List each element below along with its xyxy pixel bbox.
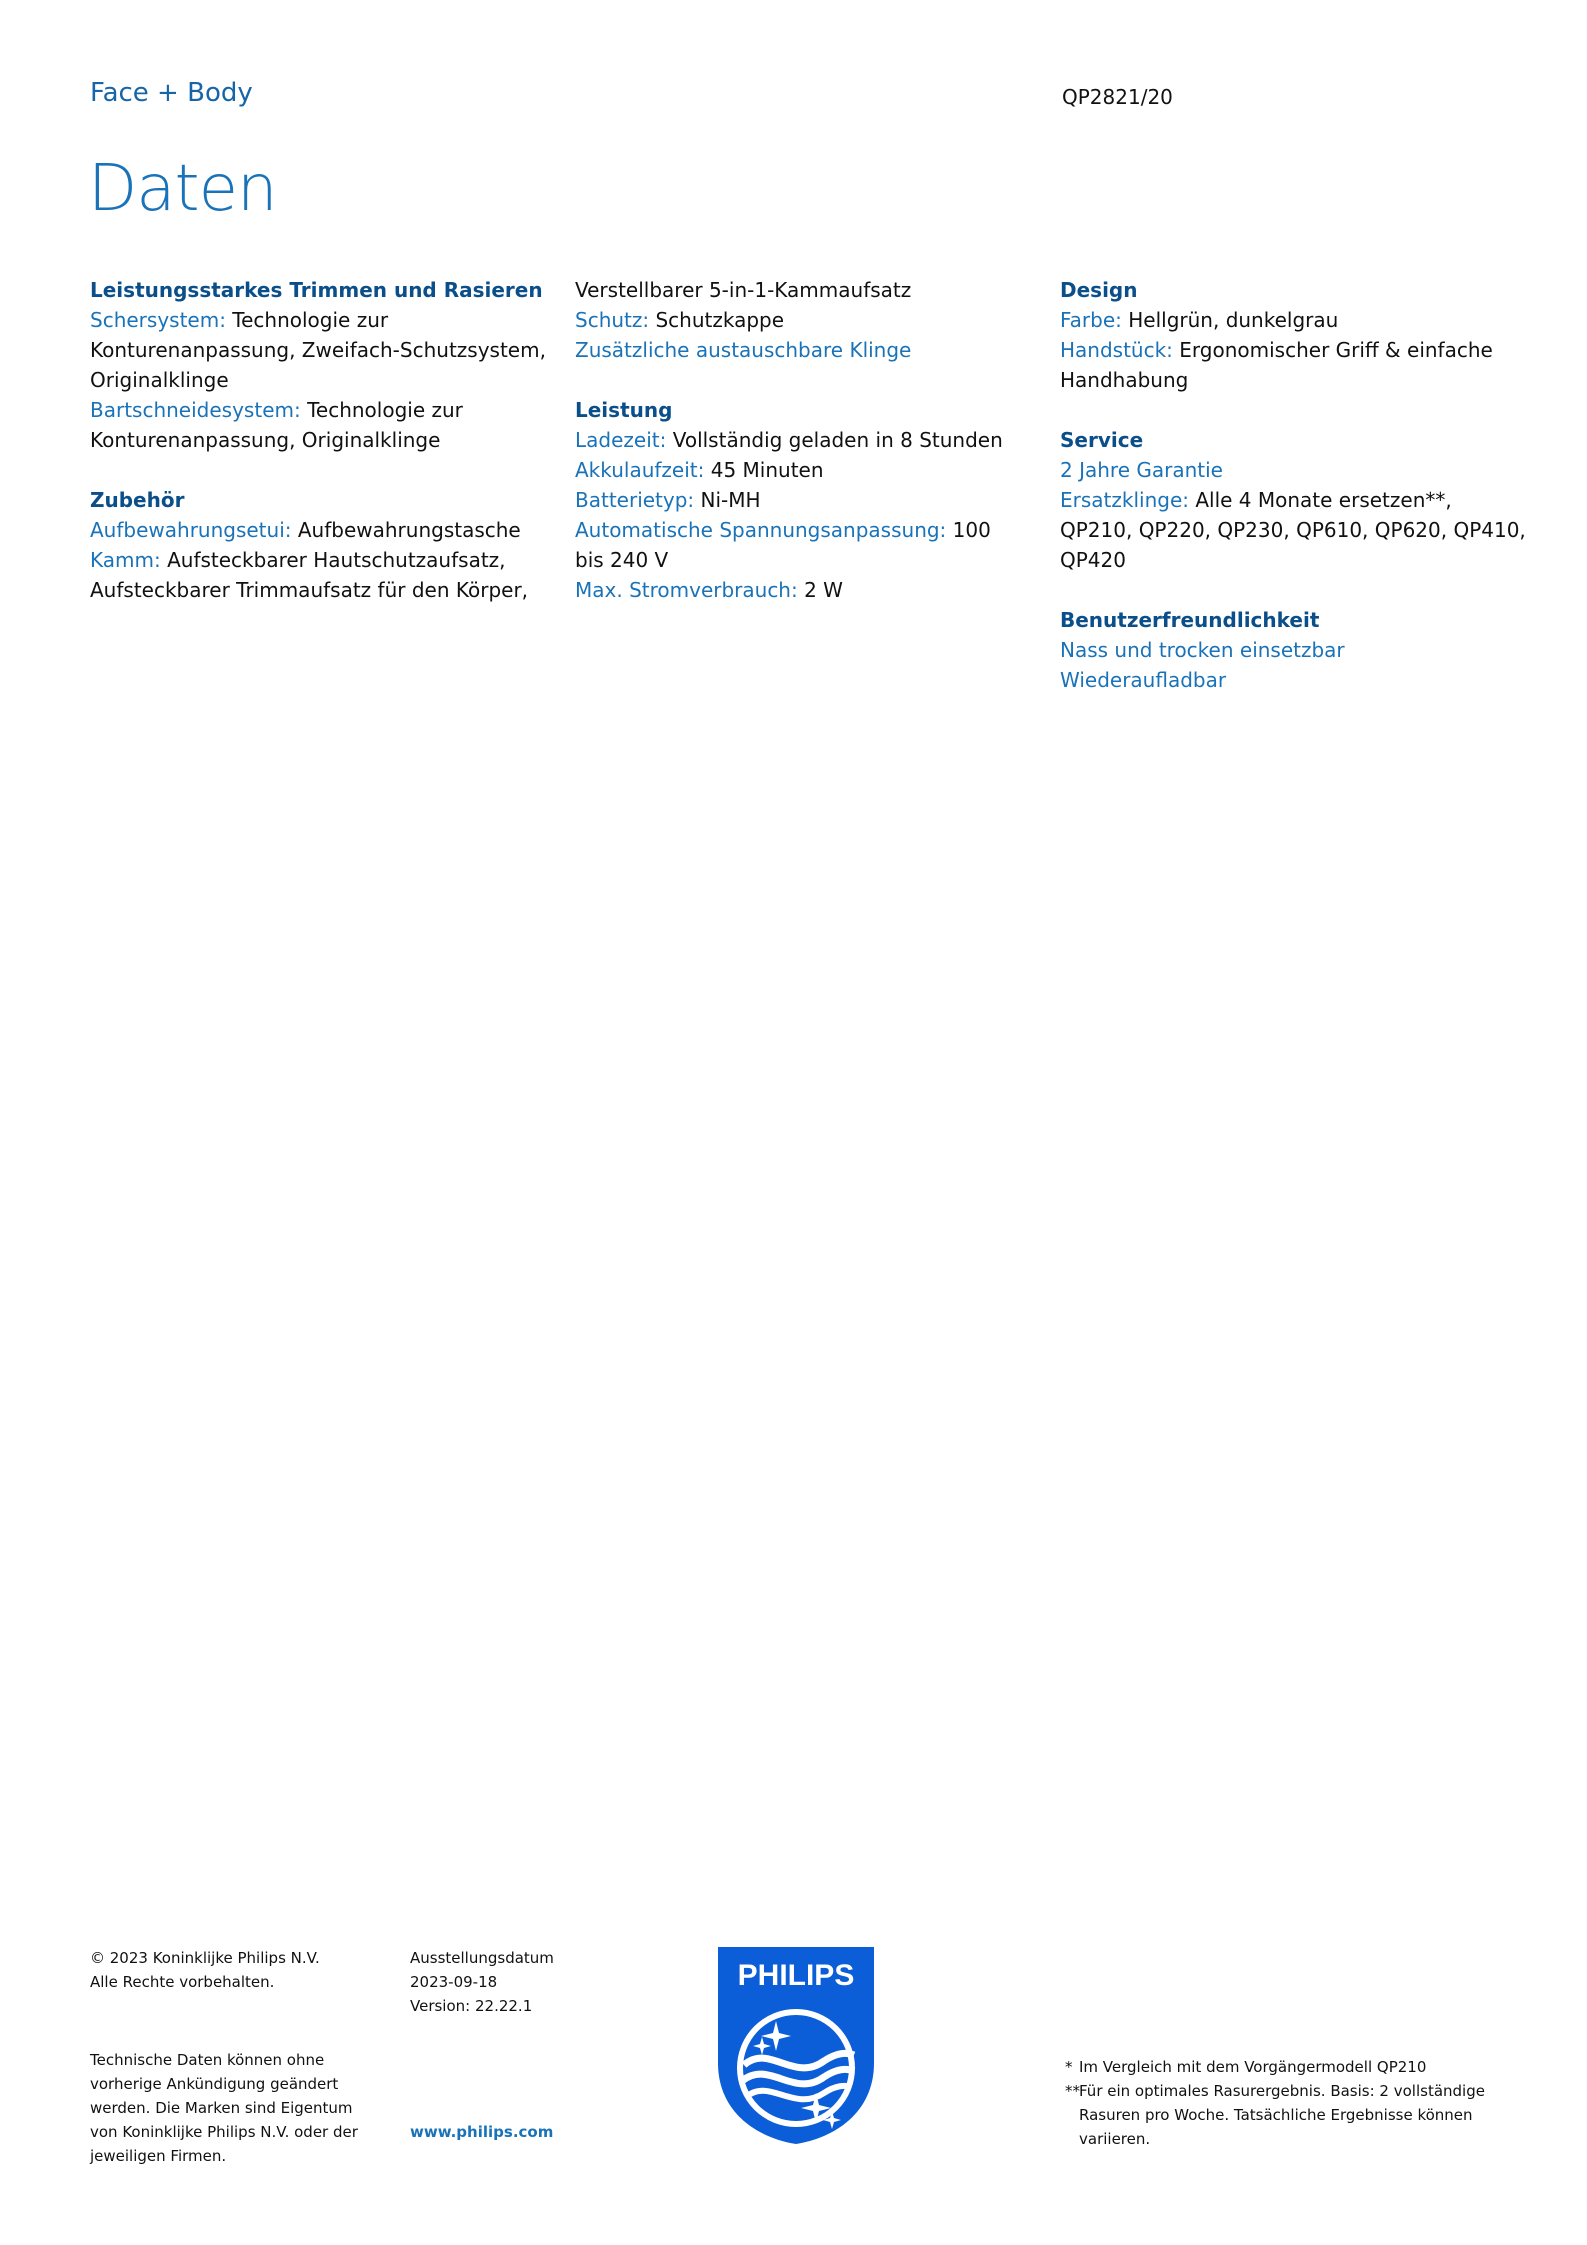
footnote-text: Für ein optimales Rasurergebnis. Basis: 2 vollständige Rasuren pro Woche. Tatsächliche Ergebnisse können variieren. [1079, 2082, 1485, 2148]
page-title: Daten [88, 152, 277, 226]
spec-extra-blade: Zusätzliche austauschbare Klinge [575, 338, 912, 362]
spec-label: Schersystem: [90, 308, 226, 332]
copyright-line: © 2023 Koninklijke Philips N.V. [90, 1949, 320, 1967]
spec-label: Aufbewahrungsetui: [90, 518, 292, 542]
spec-value: 45 Minuten [704, 458, 824, 482]
issue-date-label: Ausstellungsdatum [410, 1949, 554, 1967]
section-title: Leistung [575, 398, 673, 422]
section-accessories [90, 485, 550, 605]
spec-column-2 [575, 275, 1025, 635]
spec-value: Ergonomischer Griff & einfache Handhabung [1060, 338, 1493, 392]
spec-protection [575, 305, 1025, 335]
spec-beard-system [90, 395, 550, 455]
spec-warranty: 2 Jahre Garantie [1060, 458, 1223, 482]
spec-power [575, 575, 1025, 605]
spec-label: Max. Stromverbrauch: [575, 578, 798, 602]
rights-line: Alle Rechte vorbehalten. [90, 1973, 275, 1991]
footnotes [1065, 2055, 1505, 2151]
footnote-text: Im Vergleich mit dem Vorgängermodell QP210 [1079, 2058, 1427, 2076]
spec-label: Schutz: [575, 308, 650, 332]
section-title: Service [1060, 428, 1144, 452]
philips-shield-logo [714, 1943, 878, 2148]
spec-label: Ersatzklinge: [1060, 488, 1189, 512]
section-service [1060, 425, 1530, 575]
section-title: Design [1060, 278, 1138, 302]
footer-disclaimer: Technische Daten können ohne vorherige Ankündigung geändert werden. Die Marken sind Eigentum von Koninklijke Philips N.V. oder der jeweiligen Firmen. [90, 2051, 358, 2165]
spec-handpiece [1060, 335, 1530, 395]
spec-value: Alle 4 Monate ersetzen**, QP210, QP220, QP230, QP610, QP620, QP410, QP420 [1060, 488, 1526, 572]
footer-issue-date [410, 1946, 610, 2018]
spec-value: 100 bis 240 V [575, 518, 991, 572]
section-performance [575, 395, 1025, 605]
spec-cutting-system [90, 305, 550, 395]
model-number: QP2821/20 [1062, 85, 1173, 109]
spec-value: Aufbewahrungstasche [291, 518, 521, 542]
spec-label: Akkulaufzeit: [575, 458, 705, 482]
footnote-2 [1065, 2079, 1505, 2151]
spec-battery-type [575, 485, 1025, 515]
section-title: Zubehör [90, 488, 185, 512]
spec-comb-continued: Verstellbarer 5-in-1-Kammaufsatz [575, 278, 912, 302]
spec-wet-dry: Nass und trocken einsetzbar [1060, 638, 1345, 662]
footnote-1 [1065, 2055, 1505, 2079]
spec-value: Ni-MH [694, 488, 761, 512]
spec-battery-life [575, 455, 1025, 485]
spec-value: Technologie zur Konturenanpassung, Zweifach-Schutzsystem, Originalklinge [90, 308, 546, 392]
spec-storage [90, 515, 550, 545]
section-title: Leistungsstarkes Trimmen und Rasieren [90, 278, 543, 302]
section-usability [1060, 605, 1530, 695]
spec-value: Aufsteckbarer Hautschutzaufsatz, Aufsteckbarer Trimmaufsatz für den Körper, [90, 548, 529, 602]
spec-column-3 [1060, 275, 1530, 725]
spec-value: Hellgrün, dunkelgrau [1121, 308, 1339, 332]
spec-color [1060, 305, 1530, 335]
section-title: Benutzerfreundlichkeit [1060, 608, 1320, 632]
spec-label: Ladezeit: [575, 428, 667, 452]
spec-value: Technologie zur Konturenanpassung, Originalklinge [90, 398, 463, 452]
spec-comb [90, 545, 550, 605]
logo-wordmark: PHILIPS [737, 1959, 855, 1992]
footnote-mark: * [1065, 2058, 1073, 2076]
spec-value: 2 W [797, 578, 843, 602]
spec-value: Schutzkappe [649, 308, 785, 332]
spec-charge-time [575, 425, 1025, 455]
spec-rechargeable: Wiederaufladbar [1060, 668, 1227, 692]
footnote-mark: ** [1065, 2082, 1080, 2100]
website-link[interactable]: www.philips.com [410, 2123, 554, 2141]
spec-label: Kamm: [90, 548, 161, 572]
spec-label: Automatische Spannungsanpassung: [575, 518, 947, 542]
version-text: Version: 22.22.1 [410, 1997, 533, 2015]
spec-column-1 [90, 275, 550, 635]
spec-label: Farbe: [1060, 308, 1122, 332]
spec-label: Batterietyp: [575, 488, 695, 512]
section-design [1060, 275, 1530, 395]
spec-label: Handstück: [1060, 338, 1173, 362]
issue-date-value: 2023-09-18 [410, 1973, 498, 1991]
spec-label: Bartschneidesystem: [90, 398, 301, 422]
footer-copyright [90, 1946, 350, 1994]
spec-voltage [575, 515, 1025, 575]
section-trimming [90, 275, 550, 455]
spec-replacement-blade [1060, 485, 1530, 575]
spec-value: Vollständig geladen in 8 Stunden [666, 428, 1003, 452]
section-accessories-cont [575, 275, 1025, 365]
brand-category: Face + Body [90, 78, 253, 108]
